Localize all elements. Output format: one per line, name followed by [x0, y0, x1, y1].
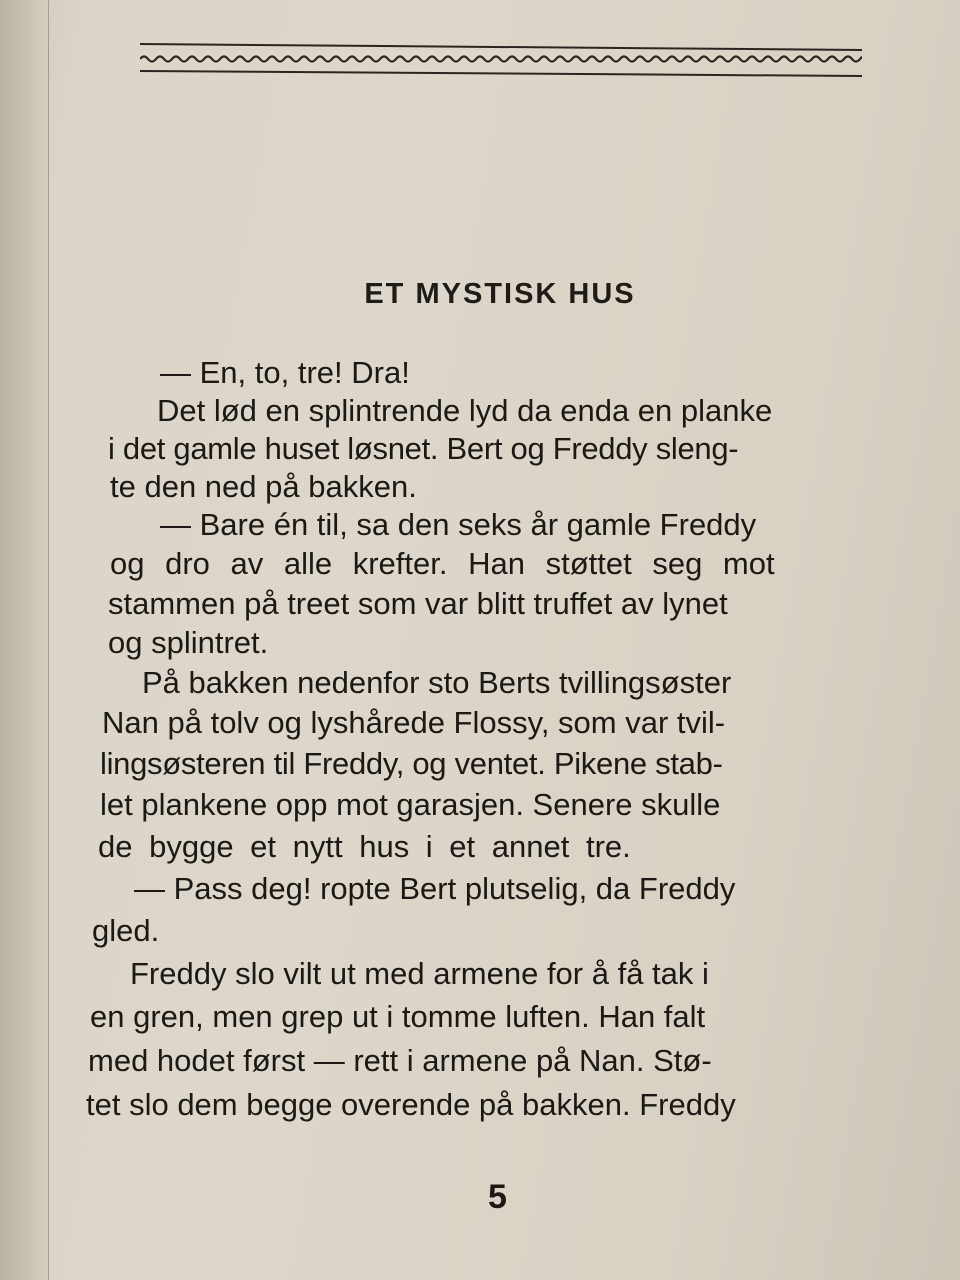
text-line: Nan på tolv og lyshårede Flossy, som var tvil-	[102, 705, 726, 740]
text-line: — Bare én til, sa den seks år gamle Freddy	[160, 507, 757, 542]
text-line: de bygge et nytt hus i et annet tre.	[98, 829, 631, 864]
text-line: og dro av alle krefter. Han støttet seg mot	[110, 546, 775, 581]
text-line: lingsøsteren til Freddy, og ventet. Pikene stab-	[100, 746, 723, 781]
text-line: te den ned på bakken.	[110, 469, 417, 504]
page-number: 5	[488, 1178, 507, 1216]
text-line: På bakken nedenfor sto Berts tvillingsøster	[142, 665, 732, 700]
text-line: Freddy slo vilt ut med armene for å få tak i	[130, 956, 709, 991]
text-line: og splintret.	[108, 625, 269, 660]
text-line: med hodet først — rett i armene på Nan. Stø-	[88, 1043, 712, 1078]
text-line: gled.	[92, 913, 160, 948]
text-line: — Pass deg! ropte Bert plutselig, da Freddy	[134, 871, 736, 906]
text-line: Det lød en splintrende lyd da enda en planke	[157, 393, 773, 428]
chapter-title: ET MYSTISK HUS	[364, 278, 636, 310]
text-line: en gren, men grep ut i tomme luften. Han falt	[90, 999, 706, 1034]
text-line: — En, to, tre! Dra!	[160, 355, 410, 390]
text-line: tet slo dem begge overende på bakken. Freddy	[86, 1087, 736, 1122]
text-line: i det gamle huset løsnet. Bert og Freddy sleng-	[108, 431, 739, 466]
text-line: stammen på treet som var blitt truffet av lynet	[108, 586, 728, 621]
text-line: let plankene opp mot garasjen. Senere skulle	[100, 787, 721, 822]
